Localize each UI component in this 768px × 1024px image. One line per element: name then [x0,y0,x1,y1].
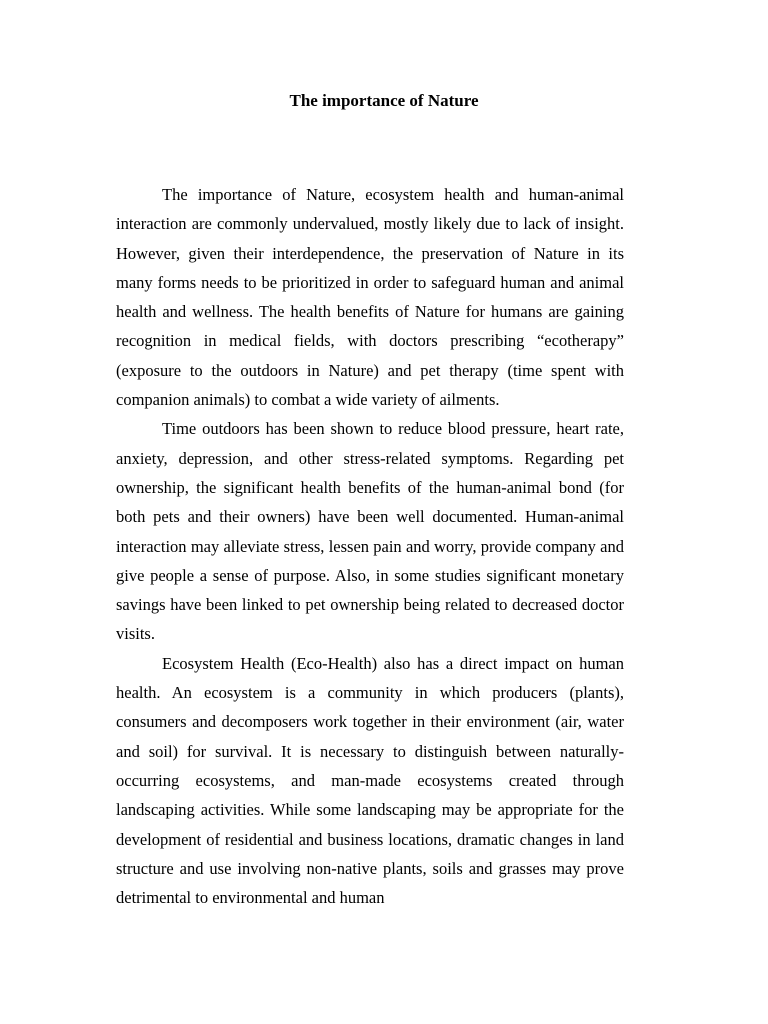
paragraph-ecosystem-health: Ecosystem Health (Eco-Health) also has a direct impact on human health. An ecosystem is a community in which producers (plants), consumers and decomposers work together in their environment (air, water and soil) for survival. It is necessary to distinguish between naturally-occurring ecosystems, and man-made ecosystems created through landscaping activities. While some landscaping may be appropriate for the development of residential and business locations, dramatic changes in land structure and use involving non-native plants, soils and grasses may prove detrimental to environmental and human [116,653,624,908]
paragraph-time-outdoors: Time outdoors has been shown to reduce blood pressure, heart rate, anxiety, depression, and other stress-related symptoms. Regarding pet ownership, the significant health benefits of the human-animal bond (for both pets and their owners) have been well documented. Human-animal interaction may alleviate stress, lessen pain and worry, provide company and give people a sense of purpose. Also, in some studies significant monetary savings have been linked to pet ownership being related to decreased doctor visits. [116,419,624,644]
paragraph-nature-importance: The importance of Nature, ecosystem health and human-animal interaction are commonly undervalued, mostly likely due to lack of insight. However, given their interdependence, the preservation of Nature in its many forms needs to be prioritized in order to safeguard human and animal health and wellness. The health benefits of Nature for humans are gaining recognition in medical fields, with doctors prescribing “ecotherapy” (exposure to the outdoors in Nature) and pet therapy (time spent with companion animals) to combat a wide variety of ailments. [116,185,624,410]
document-title: The importance of Nature [289,91,479,110]
document-body [116,180,624,912]
